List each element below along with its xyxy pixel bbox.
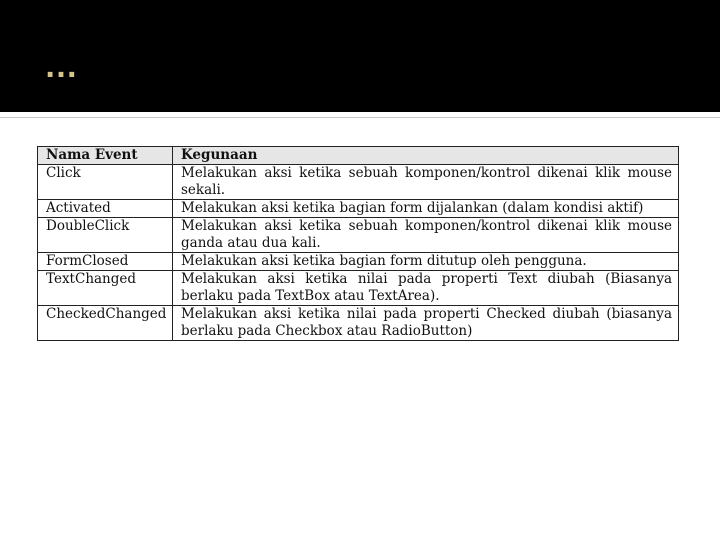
event-usage-cell: Melakukan aksi ketika sebuah komponen/kontrol dikenai klik mouse sekali. bbox=[173, 165, 679, 200]
table-row bbox=[38, 271, 679, 306]
event-usage-cell: Melakukan aksi ketika sebuah komponen/kontrol dikenai klik mouse ganda atau dua kali. bbox=[173, 218, 679, 253]
event-usage-cell: Melakukan aksi ketika bagian form ditutup oleh pengguna. bbox=[173, 253, 679, 271]
header-divider bbox=[0, 117, 720, 118]
slide-header bbox=[0, 0, 720, 112]
column-header-usage: Kegunaan bbox=[173, 147, 679, 165]
table-row bbox=[38, 253, 679, 271]
table-row bbox=[38, 306, 679, 341]
table-row bbox=[38, 200, 679, 218]
event-name-cell: DoubleClick bbox=[38, 218, 173, 253]
table-header-row bbox=[38, 147, 679, 165]
event-name-cell: Click bbox=[38, 165, 173, 200]
event-name-cell: FormClosed bbox=[38, 253, 173, 271]
slide-title: … bbox=[44, 47, 80, 85]
event-name-cell: Activated bbox=[38, 200, 173, 218]
table-row bbox=[38, 218, 679, 253]
table-row bbox=[38, 165, 679, 200]
event-usage-cell: Melakukan aksi ketika nilai pada properti Checked diubah (biasanya berlaku pada Checkbox atau RadioButton) bbox=[173, 306, 679, 341]
column-header-event: Nama Event bbox=[38, 147, 173, 165]
events-table bbox=[37, 146, 679, 341]
event-name-cell: TextChanged bbox=[38, 271, 173, 306]
event-usage-cell: Melakukan aksi ketika bagian form dijalankan (dalam kondisi aktif) bbox=[173, 200, 679, 218]
event-usage-cell: Melakukan aksi ketika nilai pada properti Text diubah (Biasanya berlaku pada TextBox atau TextArea). bbox=[173, 271, 679, 306]
event-name-cell: CheckedChanged bbox=[38, 306, 173, 341]
